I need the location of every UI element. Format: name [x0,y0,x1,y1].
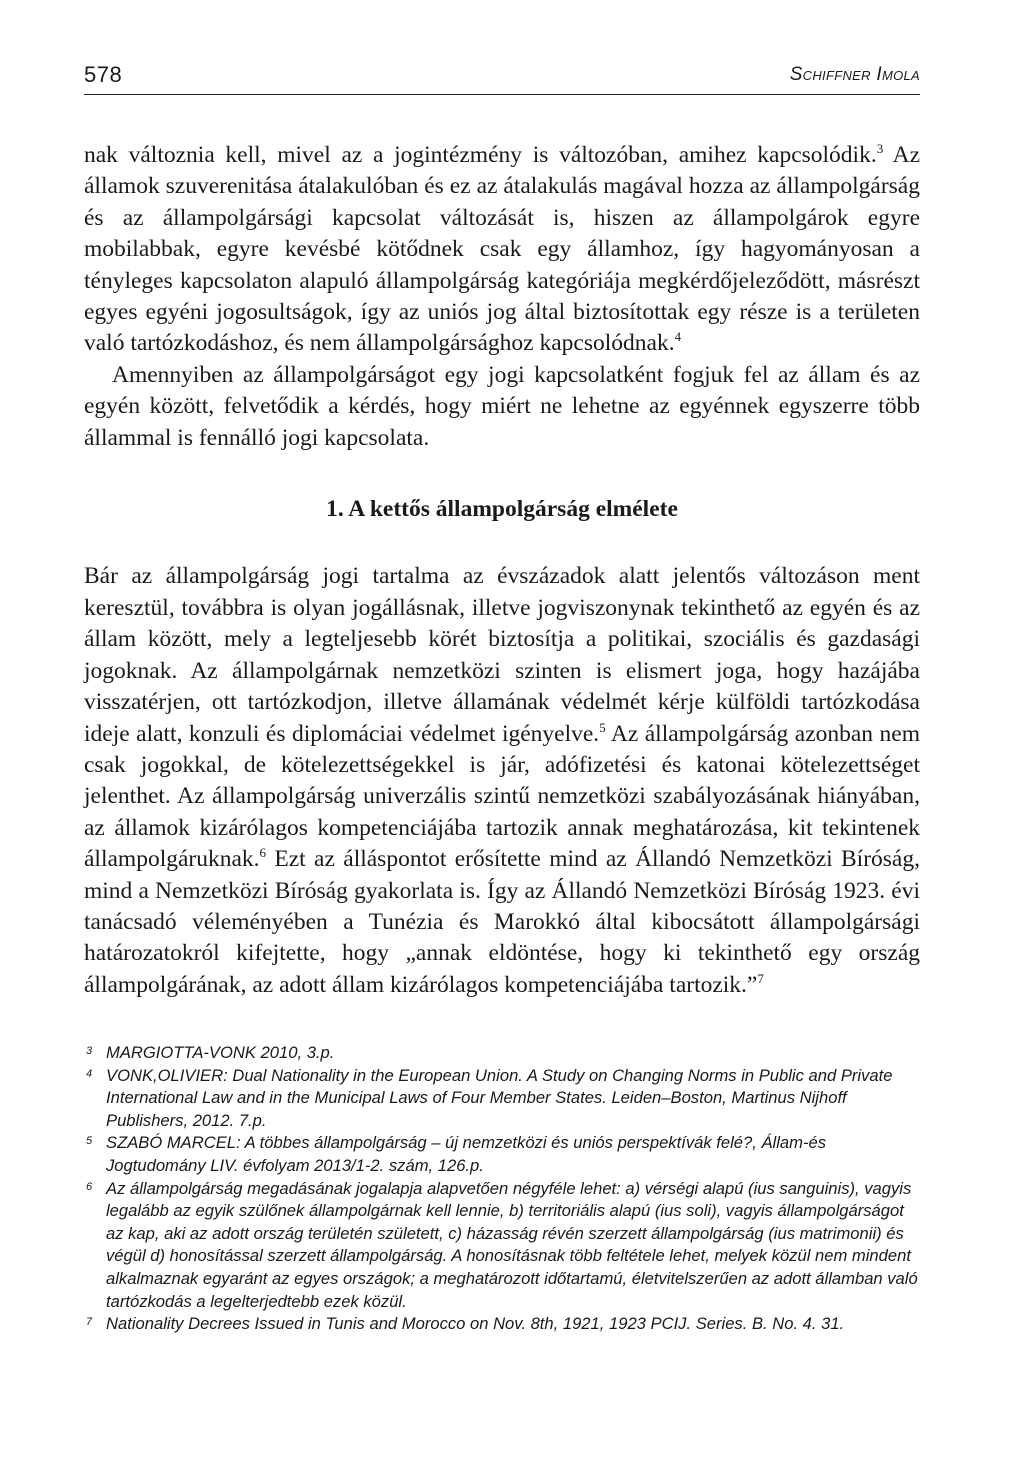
footnote-text: Az állampolgárság megadásának jogalapja alapvetően négyféle lehet: a) vérségi alapú (ius sanguinis), vagyis legalább az egyik szülőnek állampolgárnak kell lennie, b) territoriális alapú (ius soli), vagyis állampolgárságot az kap, aki az adott ország területén született, c) házasság révén szerzett állampolgárság (ius matrimonii) és végül d) honosítással szerzett állampolgárság. A honosításnak több feltétele lehet, melyek közül nem mindent alkalmaznak egyaránt az egyes országok; a meghatározott időtartamú, életvitelszerűen az adott államban való tartózkodás a legelterjedtebb ezek közül. [106,1178,918,1311]
footnote [84,1178,920,1314]
paragraph-text: Bár az állampolgárság jogi tartalma az évszázadok alatt jelentős változáson ment keresztül, továbbra is olyan jogállásnak, illetve jogviszonynak tekinthető az egyén és az állam között, mely a legteljesebb körét biztosítja a politikai, szociális és gazdasági jogoknak. Az állampolgárnak nemzetközi szinten is elismert joga, hogy hazájába visszatérjen, ott tartózkodjon, illetve államának védelmét kérje külföldi tartózkodása ideje alatt, konzuli és diplomáciai védelmet igényelve. [84,563,920,747]
paragraph-text: Ezt az álláspontot erősítette mind az Állandó Nemzetközi Bíróság, mind a Nemzetközi Bíróság gyakorlata is. Így az Állandó Nemzetközi Bíróság 1923. évi tanácsadó véleményében a Tunézia és Marokkó által kibocsátott állampolgársági határozatokról kifejtette, hogy „annak eldöntése, hogy ki tekinthető egy ország állampolgárának, az adott állam kizárólagos kompetenciájába tartozik.” [84,846,920,998]
footnote-number: 5 [86,1135,93,1148]
paragraph [84,561,920,1001]
footnote-text: SZABÓ MARCEL: A többes állampolgárság – új nemzetközi és uniós perspektívák felé?, Állam-és Jogtudomány LIV. évfolyam 2013/1-2. szám, 126.p. [106,1133,827,1175]
footnote-text: MARGIOTTA-VONK 2010, 3.p. [106,1043,335,1062]
footnote-text: Nationality Decrees Issued in Tunis and Morocco on Nov. 8th, 1921, 1923 PCIJ. Series. B. No. 4. 31. [106,1314,845,1334]
footnote-number: 6 [86,1180,93,1193]
footnote [84,1065,920,1133]
footnote-text: VONK,OLIVIER: Dual Nationality in the European Union. A Study on Changing Norms in Public and Private International Law and in the Municipal Laws of Four Member States. Leiden–Boston, Martinus Nijhoff Publishers, 2012. 7.p. [106,1065,893,1130]
running-title: Schiffner Imola [789,64,920,85]
footnote-ref-5[interactable]: 5 [599,719,606,735]
footnote-ref-6[interactable]: 6 [259,845,267,861]
body-text [84,140,920,1001]
footnote-ref-7[interactable]: 7 [757,970,764,986]
paragraph-text: Az állampolgárság azonban nem csak jogokkal, de kötelezettségekkel is jár, adófizetési és katonai kötelezettséget jelenthet. Az állampolgárság univerzális szintű nemzetközi szabályozásának hiányában, az államok kizárólagos kompetenciájába tartozik annak meghatározása, kit tekintenek állampolgáruknak. [84,720,920,873]
page-number: 578 [84,62,123,87]
footnote [84,1042,920,1065]
running-header [84,60,920,95]
footnotes [84,1042,920,1336]
paragraph [84,140,920,360]
footnote-ref-4[interactable]: 4 [674,329,682,345]
footnote [84,1132,920,1177]
footnote-number: 4 [86,1067,93,1080]
paragraph-text: Az államok szuverenitása átalakulóban és ez az átalakulás magával hozza az állampolgárság és az állampolgársági kapcsolat változását is, hiszen az állampolgárok egyre mobilabbak, egyre kevésbé kötődnek csak egy államhoz, így hagyományosan a tényleges kapcsolaton alapuló állampolgárság kategóriája megkérdőjeleződött, másrészt egyes egyéni jogosultságok, így az uniós jog által biztosítottak egy része is a területen való tartózkodáshoz, és nem állampolgársághoz kapcsolódnak. [84,142,920,357]
footnote [84,1313,920,1336]
footnote-ref-3[interactable]: 3 [876,141,884,157]
footnote-number: 7 [86,1316,93,1329]
section-heading: 1. A kettős állampolgárság elmélete [326,496,678,523]
paragraph-text: nak változnia kell, mivel az a jogintézmény is változóban, amihez kapcsolódik. [84,142,877,168]
footnote-number: 3 [86,1045,93,1057]
paragraph: Amennyiben az állampolgárságot egy jogi kapcsolatként fogjuk fel az állam és az egyén között, felvetődik a kérdés, hogy miért ne lehetne az egyénnek egyszerre több állammal is fennálló jogi kapcsolata. [84,361,920,451]
